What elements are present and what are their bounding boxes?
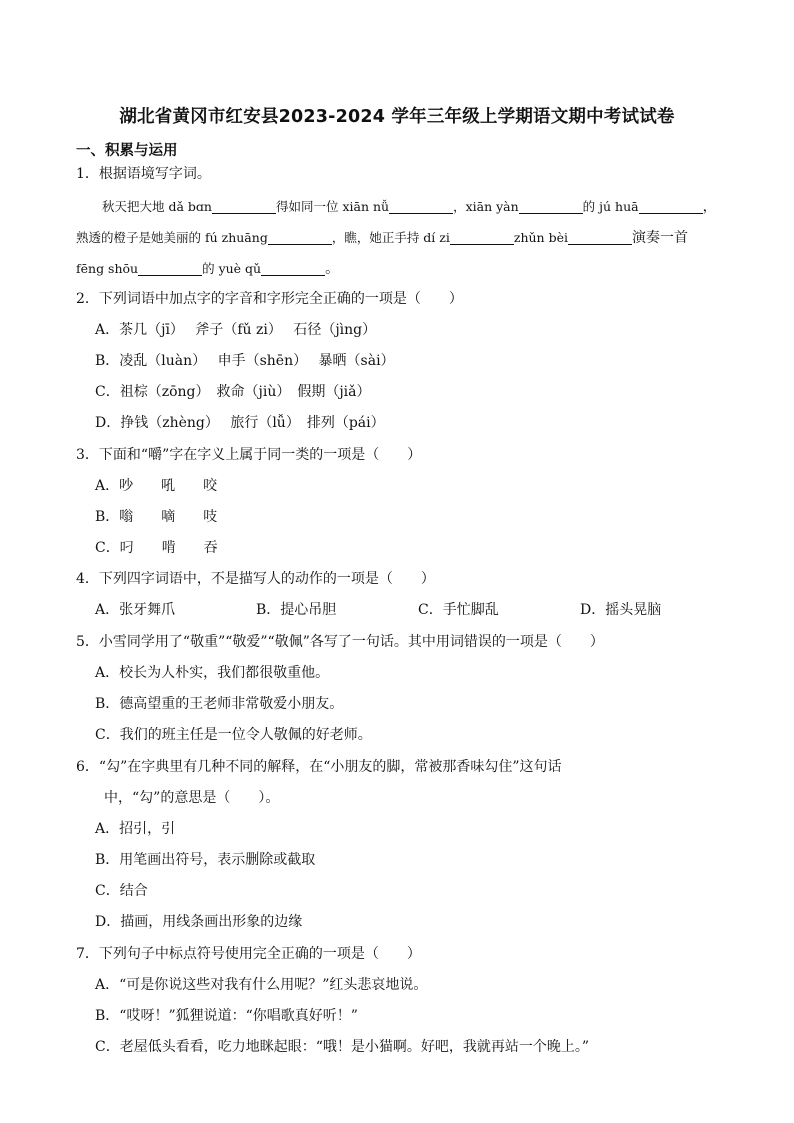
answer-blank[interactable] [138,261,202,276]
question-6-stem: 6．“勾”在字典里有几种不同的解释，在“小朋友的脚，常被那香味勾住”这句话 [76,759,562,775]
q1-text: 演奏一首 [631,230,688,246]
question-6-option-a[interactable]: A．招引，引 [95,821,176,837]
question-6-option-d[interactable]: D．描画，用线条画出形象的边缘 [95,914,303,930]
question-7-option-a[interactable]: A．“可是你说这些对我有什么用呢？”红头悲哀地说。 [95,977,428,993]
answer-blank[interactable] [519,199,583,214]
answer-blank[interactable] [639,199,703,214]
question-4-option-d[interactable]: D．摇头晃脑 [580,602,662,618]
q1-text: 秋天把大地 dǎ bɑn [102,199,212,214]
answer-blank[interactable] [389,199,453,214]
question-4-option-c[interactable]: C．手忙脚乱 [418,602,499,618]
question-2-stem: 2．下列词语中加点字的字音和字形完全正确的一项是（ ） [76,291,463,307]
question-3-option-a[interactable]: A．吵 吼 咬 [95,478,218,494]
answer-blank[interactable] [212,199,276,214]
question-3-option-c[interactable]: C．叼 啃 吞 [95,540,218,556]
question-1-line-1 [102,197,717,217]
answer-blank[interactable] [568,230,632,245]
q1-text: ， [702,199,717,215]
q1-text: 的 yuè qǔ [202,261,262,276]
q1-text: 熟透的橙子是她美丽的 fú zhuāng [76,230,268,245]
answer-blank[interactable] [450,230,514,245]
q1-text: ，瞧，她正手持 dí zi [331,230,450,245]
exam-title: 湖北省黄冈市红安县2023-2024 学年三年级上学期语文期中考试试卷 [119,107,675,127]
question-2-option-a[interactable]: A．茶几（jī） 斧子（fǔ zi） 石径（jìng） [95,322,377,338]
q1-text: ，xiān yàn [453,199,519,214]
question-2-option-b[interactable]: B．凌乱（luàn） 申手（shēn） 暴晒（sài） [95,353,395,369]
answer-blank[interactable] [268,230,332,245]
question-6-stem-cont: 中，“勾”的意思是（ ）。 [104,790,280,806]
question-5-option-b[interactable]: B．德高望重的王老师非常敬爱小朋友。 [95,696,344,712]
question-1-line-3 [76,259,339,279]
question-5-option-a[interactable]: A．校长为人朴实，我们都很敬重他。 [95,665,330,681]
q1-text: 。 [325,261,340,277]
q1-text: fēng shōu [76,261,139,276]
question-7-stem: 7．下列句子中标点符号使用完全正确的一项是（ ） [76,946,421,962]
q1-text: 得如同一位 xiān nǚ [275,199,390,214]
question-5-stem: 5．小雪同学用了“敬重”“敬爱”“敬佩”各写了一句话。其中用词错误的一项是（ ） [76,634,604,650]
q1-text: 的 jú huā [582,199,639,214]
question-2-option-c[interactable]: C．祖棕（zōng） 救命（jiù） 假期（jiǎ） [95,384,371,400]
question-1-stem: 1．根据语境写字词。 [76,166,211,182]
question-4-stem: 4．下列四字词语中，不是描写人的动作的一项是（ ） [76,571,435,587]
question-3-stem: 3．下面和“嚼”字在字义上属于同一类的一项是（ ） [76,447,422,463]
answer-blank[interactable] [261,261,325,276]
question-7-option-c[interactable]: C．老屋低头看看，吃力地眯起眼：“哦！是小猫啊。好吧，我就再站一个晚上。” [95,1039,590,1055]
question-1-line-2 [76,228,688,248]
question-7-option-b[interactable]: B．“哎呀！”狐狸说道：“你唱歌真好听！” [95,1008,358,1024]
question-4-option-b[interactable]: B．提心吊胆 [256,602,337,618]
question-5-option-c[interactable]: C．我们的班主任是一位令人敬佩的好老师。 [95,727,372,743]
question-2-option-d[interactable]: D．挣钱（zhèng） 旅行（lǚ） 排列（pái） [95,415,385,431]
section-heading: 一、积累与运用 [76,143,178,159]
question-6-option-b[interactable]: B．用笔画出符号，表示删除或截取 [95,852,316,868]
q1-text: zhǔn bèi [513,230,568,245]
question-6-option-c[interactable]: C．结合 [95,883,148,899]
question-3-option-b[interactable]: B．嗡 嘀 吱 [95,509,218,525]
question-4-option-a[interactable]: A．张牙舞爪 [95,602,176,618]
